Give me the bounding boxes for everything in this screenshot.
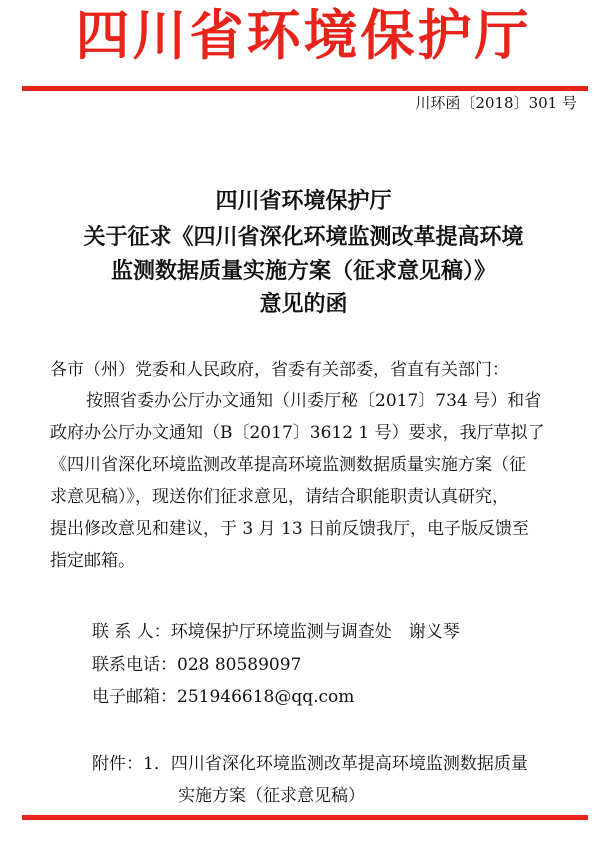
contact-email: 电子邮箱：251946618@qq.com	[92, 687, 355, 707]
contact-phone: 联系电话：028 80589097	[92, 655, 302, 675]
document-title-line-2: 关于征求《四川省深化环境监测改革提高环境	[83, 225, 524, 250]
addressee-line: 各市（州）党委和人民政府，省委有关部委，省直有关部门：	[50, 360, 509, 380]
body-paragraph-line: 《四川省深化环境监测改革提高环境监测数据质量实施方案（征	[50, 455, 526, 475]
contact-person: 联 系 人：环境保护厅环境监测与调查处 谢义琴	[92, 622, 460, 642]
letterhead-red-rule	[22, 86, 588, 91]
footer-red-rule	[22, 815, 588, 820]
body-paragraph-line: 政府办公厅办文通知（B〔2017〕3612 1 号）要求，我厅草拟了	[50, 423, 545, 443]
document-number: 川环函〔2018〕301 号	[415, 94, 577, 112]
body-paragraph-line: 按照省委办公厅办文通知（川委厅秘〔2017〕734 号）和省	[86, 391, 542, 411]
document-title-line-3: 监测数据质量实施方案（征求意见稿）》	[110, 259, 496, 284]
body-paragraph-line: 提出修改意见和建议，于 3 月 13 日前反馈我厅，电子版反馈至	[50, 519, 530, 539]
letterhead-org-name: 四川省环境保护厅	[75, 4, 532, 67]
document-title-line-4: 意见的函	[259, 292, 348, 317]
attachment-line-2: 实施方案（征求意见稿）	[178, 786, 365, 806]
document-title-line-1: 四川省环境保护厅	[215, 189, 392, 214]
body-paragraph-line: 指定邮箱。	[50, 551, 135, 571]
body-paragraph-line: 求意见稿）》，现送你们征求意见，请结合职能职责认真研究，	[50, 487, 509, 507]
attachment-line-1: 附件：1．四川省深化环境监测改革提高环境监测数据质量	[92, 754, 528, 774]
